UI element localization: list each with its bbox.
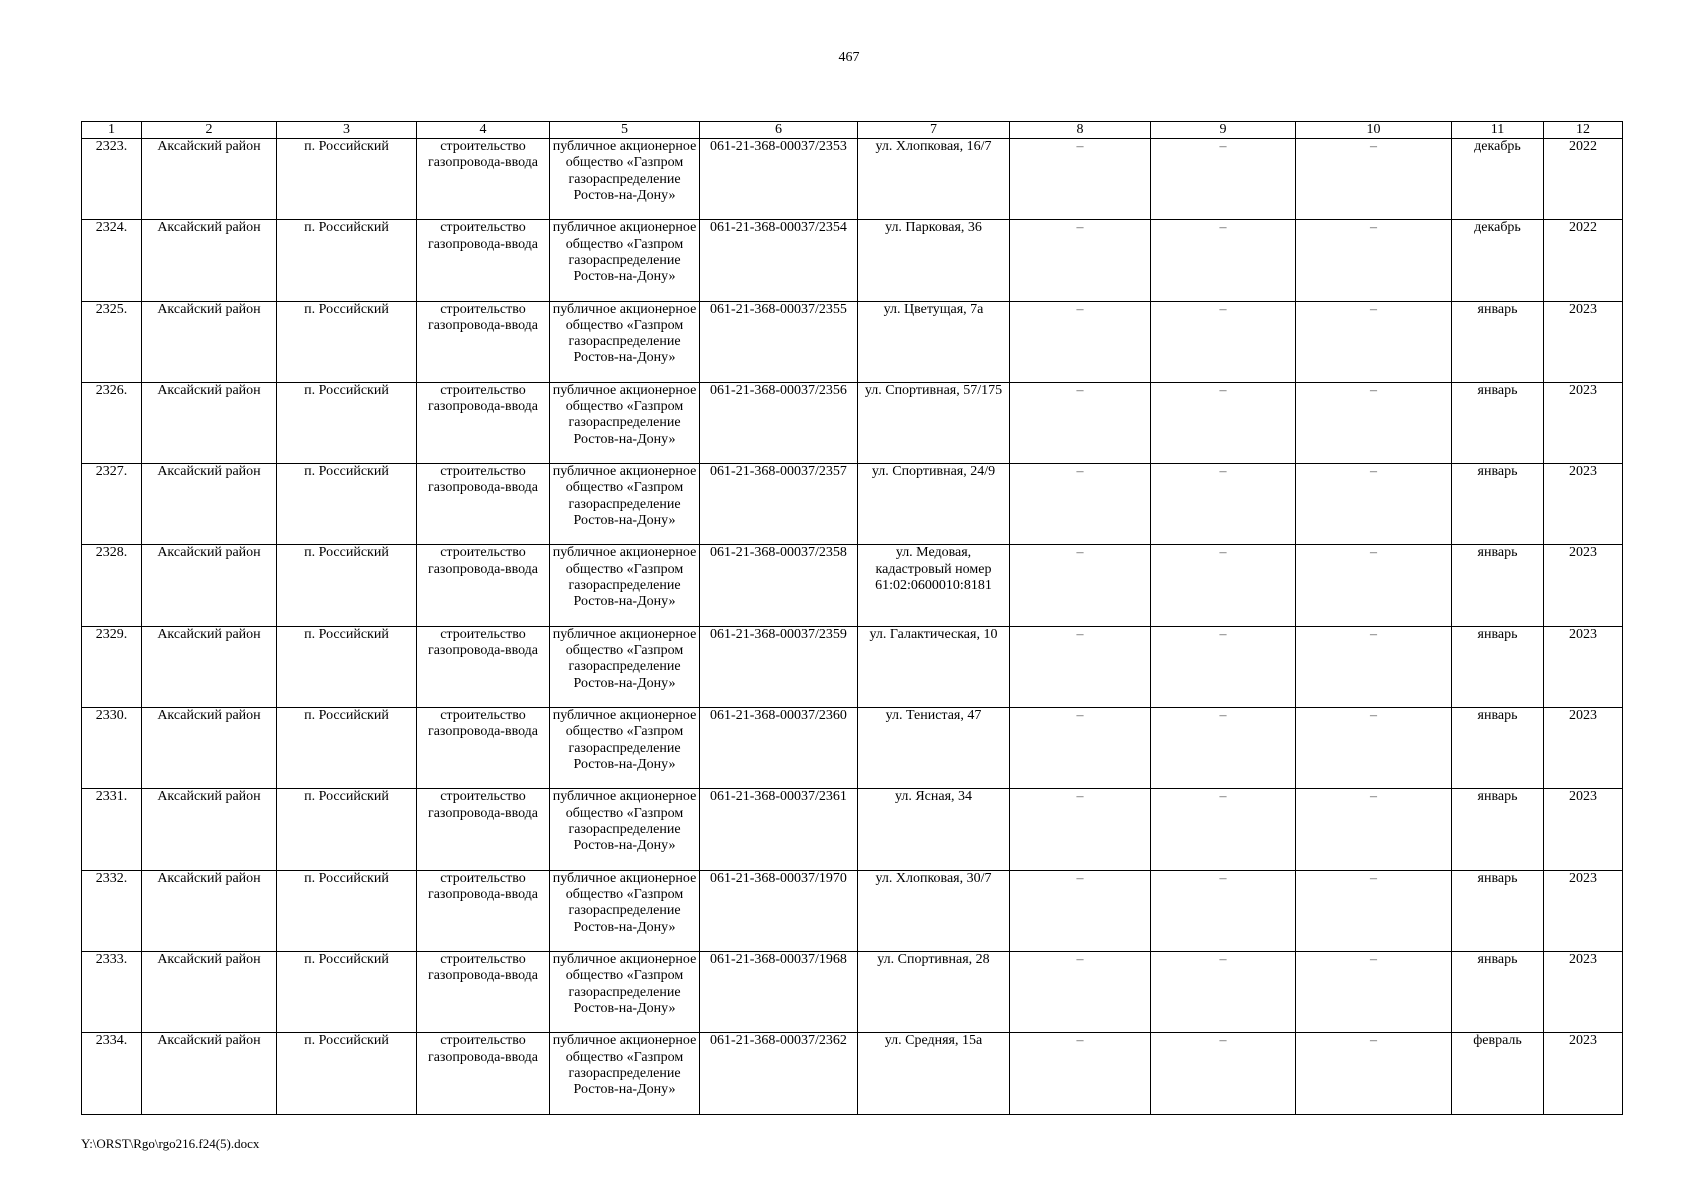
- cell-organization: публичное акционерное общество «Газпром газораспределение Ростов-на-Дону»: [550, 382, 700, 463]
- page-number: 467: [838, 50, 860, 65]
- table-row: [82, 870, 1623, 951]
- cell-work-type: строительство газопровода-ввода: [417, 464, 550, 545]
- column-header: 12: [1544, 122, 1623, 139]
- cell-col-9: –: [1151, 464, 1296, 545]
- cell-registration-number: 061-21-368-00037/2356: [700, 382, 858, 463]
- cell-col-8: –: [1010, 1033, 1151, 1114]
- cell-registration-number: 061-21-368-00037/2355: [700, 301, 858, 382]
- column-header: 1: [82, 122, 142, 139]
- cell-month: январь: [1452, 382, 1544, 463]
- cell-work-type: строительство газопровода-ввода: [417, 870, 550, 951]
- table-row: [82, 626, 1623, 707]
- cell-work-type: строительство газопровода-ввода: [417, 951, 550, 1032]
- cell-col-10: –: [1296, 139, 1452, 220]
- cell-year: 2023: [1544, 708, 1623, 789]
- cell-month: декабрь: [1452, 220, 1544, 301]
- column-header: 10: [1296, 122, 1452, 139]
- cell-record-number: 2332.: [82, 870, 142, 951]
- cell-year: 2023: [1544, 870, 1623, 951]
- cell-col-8: –: [1010, 139, 1151, 220]
- cell-month: февраль: [1452, 1033, 1544, 1114]
- cell-year: 2023: [1544, 545, 1623, 626]
- cell-district: Аксайский район: [142, 1033, 277, 1114]
- cell-month: январь: [1452, 708, 1544, 789]
- cell-col-9: –: [1151, 545, 1296, 626]
- cell-record-number: 2333.: [82, 951, 142, 1032]
- cell-district: Аксайский район: [142, 870, 277, 951]
- cell-district: Аксайский район: [142, 301, 277, 382]
- cell-settlement: п. Российский: [277, 545, 417, 626]
- cell-col-10: –: [1296, 870, 1452, 951]
- column-header: 9: [1151, 122, 1296, 139]
- cell-settlement: п. Российский: [277, 464, 417, 545]
- cell-address: ул. Тенистая, 47: [858, 708, 1010, 789]
- cell-settlement: п. Российский: [277, 870, 417, 951]
- cell-col-9: –: [1151, 951, 1296, 1032]
- cell-registration-number: 061-21-368-00037/2359: [700, 626, 858, 707]
- table-row: [82, 464, 1623, 545]
- column-header: 6: [700, 122, 858, 139]
- cell-year: 2023: [1544, 382, 1623, 463]
- column-number-row: [82, 122, 1623, 139]
- cell-col-9: –: [1151, 626, 1296, 707]
- cell-col-9: –: [1151, 382, 1296, 463]
- cell-work-type: строительство газопровода-ввода: [417, 545, 550, 626]
- cell-district: Аксайский район: [142, 139, 277, 220]
- cell-col-10: –: [1296, 708, 1452, 789]
- cell-settlement: п. Российский: [277, 708, 417, 789]
- cell-record-number: 2325.: [82, 301, 142, 382]
- cell-month: январь: [1452, 301, 1544, 382]
- cell-year: 2022: [1544, 139, 1623, 220]
- cell-year: 2023: [1544, 789, 1623, 870]
- cell-organization: публичное акционерное общество «Газпром газораспределение Ростов-на-Дону»: [550, 220, 700, 301]
- cell-record-number: 2328.: [82, 545, 142, 626]
- cell-record-number: 2326.: [82, 382, 142, 463]
- cell-col-10: –: [1296, 301, 1452, 382]
- cell-district: Аксайский район: [142, 626, 277, 707]
- cell-settlement: п. Российский: [277, 789, 417, 870]
- cell-work-type: строительство газопровода-ввода: [417, 626, 550, 707]
- cell-address: ул. Цветущая, 7а: [858, 301, 1010, 382]
- cell-record-number: 2329.: [82, 626, 142, 707]
- cell-month: январь: [1452, 951, 1544, 1032]
- cell-year: 2023: [1544, 1033, 1623, 1114]
- cell-work-type: строительство газопровода-ввода: [417, 220, 550, 301]
- table-row: [82, 951, 1623, 1032]
- column-header: 3: [277, 122, 417, 139]
- cell-month: январь: [1452, 464, 1544, 545]
- table-row: [82, 789, 1623, 870]
- cell-address: ул. Спортивная, 28: [858, 951, 1010, 1032]
- cell-district: Аксайский район: [142, 545, 277, 626]
- cell-organization: публичное акционерное общество «Газпром газораспределение Ростов-на-Дону»: [550, 626, 700, 707]
- cell-registration-number: 061-21-368-00037/2362: [700, 1033, 858, 1114]
- cell-record-number: 2327.: [82, 464, 142, 545]
- cell-col-10: –: [1296, 626, 1452, 707]
- cell-col-8: –: [1010, 708, 1151, 789]
- cell-district: Аксайский район: [142, 220, 277, 301]
- table-row: [82, 1033, 1623, 1114]
- cell-organization: публичное акционерное общество «Газпром газораспределение Ростов-на-Дону»: [550, 1033, 700, 1114]
- cell-col-8: –: [1010, 870, 1151, 951]
- cell-work-type: строительство газопровода-ввода: [417, 301, 550, 382]
- cell-address: ул. Парковая, 36: [858, 220, 1010, 301]
- cell-col-8: –: [1010, 464, 1151, 545]
- cell-registration-number: 061-21-368-00037/1968: [700, 951, 858, 1032]
- cell-col-10: –: [1296, 220, 1452, 301]
- table-row: [82, 545, 1623, 626]
- table-body: [82, 139, 1623, 1115]
- cell-work-type: строительство газопровода-ввода: [417, 1033, 550, 1114]
- cell-organization: публичное акционерное общество «Газпром газораспределение Ростов-на-Дону»: [550, 139, 700, 220]
- cell-col-10: –: [1296, 464, 1452, 545]
- cell-settlement: п. Российский: [277, 382, 417, 463]
- cell-col-10: –: [1296, 951, 1452, 1032]
- cell-organization: публичное акционерное общество «Газпром газораспределение Ростов-на-Дону»: [550, 951, 700, 1032]
- cell-settlement: п. Российский: [277, 220, 417, 301]
- cell-address: ул. Средняя, 15а: [858, 1033, 1010, 1114]
- cell-settlement: п. Российский: [277, 139, 417, 220]
- cell-col-9: –: [1151, 870, 1296, 951]
- column-header: 4: [417, 122, 550, 139]
- cell-registration-number: 061-21-368-00037/2358: [700, 545, 858, 626]
- cell-col-8: –: [1010, 301, 1151, 382]
- cell-registration-number: 061-21-368-00037/1970: [700, 870, 858, 951]
- cell-district: Аксайский район: [142, 382, 277, 463]
- cell-record-number: 2331.: [82, 789, 142, 870]
- table-row: [82, 139, 1623, 220]
- cell-settlement: п. Российский: [277, 626, 417, 707]
- column-header: 2: [142, 122, 277, 139]
- cell-record-number: 2323.: [82, 139, 142, 220]
- cell-year: 2022: [1544, 220, 1623, 301]
- cell-registration-number: 061-21-368-00037/2354: [700, 220, 858, 301]
- cell-year: 2023: [1544, 626, 1623, 707]
- cell-col-8: –: [1010, 626, 1151, 707]
- cell-year: 2023: [1544, 951, 1623, 1032]
- cell-district: Аксайский район: [142, 708, 277, 789]
- cell-registration-number: 061-21-368-00037/2360: [700, 708, 858, 789]
- cell-year: 2023: [1544, 301, 1623, 382]
- cell-address: ул. Галактическая, 10: [858, 626, 1010, 707]
- cell-settlement: п. Российский: [277, 1033, 417, 1114]
- cell-col-9: –: [1151, 301, 1296, 382]
- column-header: 11: [1452, 122, 1544, 139]
- cell-address: ул. Ясная, 34: [858, 789, 1010, 870]
- footer-file-path: Y:\ORST\Rgo\rgo216.f24(5).docx: [81, 1136, 260, 1151]
- cell-organization: публичное акционерное общество «Газпром газораспределение Ростов-на-Дону»: [550, 301, 700, 382]
- cell-col-8: –: [1010, 951, 1151, 1032]
- cell-address: ул. Хлопковая, 16/7: [858, 139, 1010, 220]
- cell-col-8: –: [1010, 545, 1151, 626]
- column-header: 7: [858, 122, 1010, 139]
- register-table: [81, 121, 1623, 1115]
- cell-col-9: –: [1151, 220, 1296, 301]
- cell-col-10: –: [1296, 545, 1452, 626]
- cell-record-number: 2324.: [82, 220, 142, 301]
- cell-work-type: строительство газопровода-ввода: [417, 382, 550, 463]
- cell-col-9: –: [1151, 708, 1296, 789]
- cell-organization: публичное акционерное общество «Газпром газораспределение Ростов-на-Дону»: [550, 870, 700, 951]
- cell-organization: публичное акционерное общество «Газпром газораспределение Ростов-на-Дону»: [550, 545, 700, 626]
- cell-work-type: строительство газопровода-ввода: [417, 708, 550, 789]
- table-row: [82, 220, 1623, 301]
- cell-registration-number: 061-21-368-00037/2361: [700, 789, 858, 870]
- cell-col-10: –: [1296, 1033, 1452, 1114]
- cell-col-9: –: [1151, 789, 1296, 870]
- cell-col-9: –: [1151, 1033, 1296, 1114]
- cell-settlement: п. Российский: [277, 951, 417, 1032]
- cell-address: ул. Спортивная, 57/175: [858, 382, 1010, 463]
- cell-work-type: строительство газопровода-ввода: [417, 139, 550, 220]
- cell-registration-number: 061-21-368-00037/2357: [700, 464, 858, 545]
- cell-settlement: п. Российский: [277, 301, 417, 382]
- cell-col-10: –: [1296, 789, 1452, 870]
- cell-col-8: –: [1010, 382, 1151, 463]
- cell-record-number: 2334.: [82, 1033, 142, 1114]
- cell-address: ул. Спортивная, 24/9: [858, 464, 1010, 545]
- cell-month: декабрь: [1452, 139, 1544, 220]
- cell-month: январь: [1452, 545, 1544, 626]
- cell-work-type: строительство газопровода-ввода: [417, 789, 550, 870]
- cell-address: ул. Медовая, кадастровый номер 61:02:0600010:8181: [858, 545, 1010, 626]
- cell-organization: публичное акционерное общество «Газпром газораспределение Ростов-на-Дону»: [550, 789, 700, 870]
- cell-col-8: –: [1010, 789, 1151, 870]
- table-row: [82, 301, 1623, 382]
- table-row: [82, 382, 1623, 463]
- cell-month: январь: [1452, 870, 1544, 951]
- cell-address: ул. Хлопковая, 30/7: [858, 870, 1010, 951]
- cell-district: Аксайский район: [142, 464, 277, 545]
- cell-col-8: –: [1010, 220, 1151, 301]
- cell-registration-number: 061-21-368-00037/2353: [700, 139, 858, 220]
- cell-district: Аксайский район: [142, 789, 277, 870]
- column-header: 5: [550, 122, 700, 139]
- cell-month: январь: [1452, 789, 1544, 870]
- cell-organization: публичное акционерное общество «Газпром газораспределение Ростов-на-Дону»: [550, 464, 700, 545]
- cell-year: 2023: [1544, 464, 1623, 545]
- cell-col-10: –: [1296, 382, 1452, 463]
- column-header: 8: [1010, 122, 1151, 139]
- table-row: [82, 708, 1623, 789]
- cell-month: январь: [1452, 626, 1544, 707]
- cell-organization: публичное акционерное общество «Газпром газораспределение Ростов-на-Дону»: [550, 708, 700, 789]
- cell-record-number: 2330.: [82, 708, 142, 789]
- cell-col-9: –: [1151, 139, 1296, 220]
- cell-district: Аксайский район: [142, 951, 277, 1032]
